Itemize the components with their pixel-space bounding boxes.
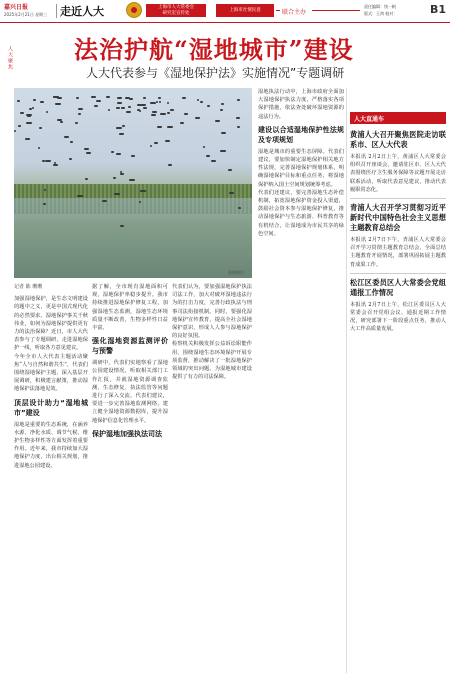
bird-shape	[228, 169, 233, 171]
news-separator	[350, 273, 446, 274]
bird-shape	[85, 178, 89, 180]
bird-shape	[27, 115, 31, 117]
bird-shape	[26, 122, 32, 124]
bird-shape	[46, 111, 48, 113]
bird-shape	[236, 117, 240, 119]
header-rule	[0, 22, 450, 23]
bird-shape	[32, 107, 34, 109]
bird-shape	[160, 113, 166, 115]
photo-water	[14, 198, 252, 278]
bird-shape	[96, 100, 102, 102]
bird-shape	[137, 104, 143, 106]
wetland-photo	[14, 88, 252, 278]
section-title: 走近人大	[60, 5, 104, 18]
bird-shape	[43, 203, 46, 205]
bird-shape	[180, 122, 183, 124]
bird-shape	[108, 109, 110, 111]
bird-shape	[207, 105, 211, 107]
news-title: 黄浦人大召开聚焦医院走访联系市、区人大代表	[350, 130, 446, 149]
bird-shape	[139, 110, 142, 112]
bird-shape	[237, 126, 240, 128]
bird-shape	[60, 121, 62, 123]
bird-shape	[111, 151, 114, 153]
page-number: B1	[430, 3, 447, 16]
bird-shape	[167, 126, 172, 128]
bird-shape	[116, 127, 122, 129]
bird-shape	[75, 122, 78, 124]
article-column-1	[14, 283, 88, 671]
news-section-title: 人大直通车	[354, 116, 385, 123]
news-title: 青浦人大召开学习贯彻习近平新时代中国特色社会主义思想主题教育总结会	[350, 203, 446, 233]
bird-shape	[197, 99, 199, 101]
bird-shape	[14, 130, 16, 132]
bird-shape	[57, 119, 62, 121]
column-divider	[346, 88, 347, 673]
news-body: 本报讯 2月7日上午，松江区委员区人大常委会召开党组会议，通报近期工作情况，研究部署下一阶段重点任务，推动人大工作高质量发展。	[350, 301, 446, 333]
bird-shape	[150, 145, 152, 147]
paragraph: 代表们认为，要加强湿地保护执法司法工作，加大对破坏湿地违法行为的打击力度，完善行政执法与刑事司法衔接机制。同时，要强化湿地保护宣传教育，提高全社会湿地保护意识，形成人人参与湿地保护的良好氛围。	[172, 284, 252, 340]
bird-shape	[114, 193, 119, 195]
article-column-2	[92, 283, 168, 671]
bird-shape	[184, 113, 189, 115]
article-column-4	[258, 88, 344, 671]
header-divider	[56, 4, 57, 18]
bird-shape	[140, 190, 145, 192]
bird-shape	[116, 107, 120, 109]
bird-shape	[113, 177, 115, 179]
layout-credit: 版式：王鸿 校对：	[364, 11, 398, 16]
bird-shape	[137, 109, 140, 111]
bird-shape	[131, 155, 136, 157]
photo-credit: 资料照片	[228, 270, 244, 275]
bird-shape	[25, 138, 30, 140]
bird-shape	[159, 101, 161, 103]
paragraph: 加强湿地保护，是生态文明建设的题中之义，更是中国式现代化的必然要求。湿地保护事关千秋伟业，如何为湿地保护提供更有力的法治保障？近日，市人大代表参与了专题调研，走进湿地保护一线，听取各方意见建议。	[14, 296, 88, 352]
bird-shape	[221, 132, 226, 134]
bird-shape	[33, 99, 36, 101]
bird-shape	[39, 127, 42, 129]
paragraph: 湿地是城市的重要生态屏障。代表们建议，要加快制定湿地保护相关地方性法规，完善湿地保护规划体系，明确湿地保护目标和重点任务，将湿地保护纳入国土空间规划统筹考虑。	[258, 148, 344, 188]
bird-shape	[143, 107, 147, 109]
bird-shape	[165, 140, 170, 142]
bird-shape	[64, 136, 69, 138]
paragraph: 湿地执法行动中，上海市政府全面加大湿地保护执法力度，严格落实各项保护措施，依法查处破坏湿地资源的违法行为。	[258, 89, 344, 120]
bird-shape	[125, 97, 130, 99]
newspaper-brand: 嘉兴日报	[4, 4, 29, 11]
bird-shape	[38, 147, 40, 149]
section-heading: 保护湿地加强执法司法	[92, 429, 162, 438]
bird-shape	[221, 103, 224, 105]
paragraph: 检察机关积极发挥公益诉讼职能作用，围绕湿地生态环境保护开展专项监督，推动解决了一批湿地保护领域的突出问题，为湿地城市建设提供了有力的司法保障。	[172, 341, 252, 381]
bird-shape	[117, 102, 123, 104]
bird-shape	[200, 101, 203, 103]
emblem-icon	[126, 2, 142, 18]
bird-shape	[167, 112, 170, 114]
news-body: 本报讯 2月2日上午，黄浦区人大常委会组织召开座谈会，邀请驻区市、区人大代表围绕医疗卫生服务保障等议题开展走访联系活动，听取代表意见建议，推动代表履职常态化。	[350, 154, 446, 193]
bird-shape	[154, 142, 159, 144]
bird-shape	[119, 133, 125, 135]
news-section-bar	[350, 112, 446, 124]
bird-shape	[168, 164, 173, 166]
article-column-3	[172, 283, 252, 671]
news-body: 本报讯 2月7日下午，青浦区人大常委会召开学习贯彻主题教育总结会，全面总结主题教育开展情况，部署巩固拓展主题教育成果工作。	[350, 237, 446, 268]
bird-shape	[121, 107, 124, 109]
side-tag: 人大聚焦	[7, 46, 13, 70]
bird-shape	[118, 153, 120, 155]
organizer-1-line1: 上海市人大常委会	[158, 5, 194, 10]
bird-shape	[195, 117, 200, 119]
subheadline: 人大代表参与《湿地保护法》实施情况”专题调研	[86, 66, 345, 80]
news-separator	[350, 198, 446, 199]
bird-shape	[120, 173, 124, 175]
bird-shape	[206, 155, 210, 157]
bird-shape	[20, 112, 25, 114]
bird-shape	[40, 101, 44, 103]
byline: 记者 陈 珊珊	[14, 284, 43, 290]
paragraph: 代表们还建议，要完善湿地生态补偿机制，拓宽湿地保护资金投入渠道，鼓励社会资本参与湿地保护修复，推动湿地保护与生态旅游、科普教育等有机结合，让湿地成为市民共享的绿色空间。	[258, 189, 344, 237]
bird-shape	[128, 106, 131, 108]
bird-shape	[17, 100, 20, 102]
organizer-badge-1	[146, 4, 206, 17]
bird-shape	[84, 148, 89, 150]
editor-credit: 责任编辑：钱一帆	[364, 4, 396, 9]
bird-shape	[76, 97, 79, 99]
join-rule-left	[276, 10, 280, 11]
news-title: 松江区委员区人大常委会党组通报工作情况	[350, 277, 446, 297]
bird-shape	[215, 120, 220, 122]
paragraph: 据了解，全市现有湿地面积可观，湿地保护率稳步提升。我市持续推进湿地保护修复工程，加强湿地生态监测，湿地生态环境质量不断改善，生物多样性日益丰富。	[92, 284, 168, 332]
bird-shape	[211, 160, 217, 162]
bird-shape	[157, 126, 162, 128]
bird-shape	[220, 109, 223, 111]
bird-shape	[220, 150, 226, 152]
bird-shape	[120, 171, 122, 173]
issue-date: 2025年2月21日 星期三	[4, 12, 48, 17]
bird-shape	[117, 97, 122, 99]
bird-shape	[152, 111, 157, 113]
bird-shape	[126, 111, 130, 113]
organizer-badge-2: 上海市社情民意	[216, 4, 274, 17]
bird-shape	[78, 108, 83, 110]
bird-shape	[143, 97, 146, 99]
section-heading: 建设以合适湿地保护性法规及专项规划	[258, 125, 344, 144]
bird-shape	[120, 225, 124, 227]
bird-shape	[167, 102, 170, 104]
bird-shape	[170, 109, 174, 111]
section-heading: 强化湿地资源监测评价与预警	[92, 337, 168, 356]
bird-shape	[106, 96, 110, 98]
masthead	[0, 0, 450, 22]
bird-shape	[237, 99, 241, 101]
headline: 法治护航“湿地城市”建设	[74, 35, 354, 64]
bird-shape	[45, 160, 51, 162]
paragraph: 今年全市人大代表主题活动聚焦“人与自然和谐共生”，代表们围绕湿地保护主题，深入基层开展调研，积极建言献策，推动湿地保护法落地见效。	[14, 353, 88, 393]
bird-shape	[77, 195, 83, 197]
bird-shape	[44, 189, 46, 191]
section-heading: 顶层设计助力“湿地城市”建设	[14, 398, 88, 417]
news-column	[350, 128, 446, 673]
join-rule-right	[312, 10, 360, 11]
bird-shape	[122, 125, 125, 127]
co-host-label: 联合主办	[282, 9, 307, 16]
bird-shape	[78, 113, 81, 115]
bird-shape	[158, 97, 161, 99]
paragraph: 湿地是重要的生态系统，在涵养水源、净化水质、调节气候、维护生物多样性等方面发挥着重要作用。近年来，我市持续加大湿地保护力度，出台相关规划，推进湿地公园建设。	[14, 421, 88, 469]
bird-shape	[129, 179, 135, 181]
bird-shape	[70, 141, 73, 143]
bird-shape	[53, 164, 57, 166]
bird-shape	[69, 158, 72, 160]
bird-shape	[86, 152, 90, 154]
bird-shape	[182, 97, 186, 99]
bird-shape	[94, 105, 98, 107]
paragraph: 调研中，代表们实地察看了湿地公园建设情况，听取相关部门工作汇报，并就湿地资源调查监测、生态修复、执法监管等问题进行了深入交流。代表们建议，要进一步完善湿地监测网络，建立健全湿地资源数据库，提升湿地保护信息化管理水平。	[92, 360, 168, 424]
bird-shape	[55, 103, 61, 105]
bird-shape	[151, 114, 156, 116]
bird-shape	[203, 146, 205, 148]
bird-shape	[156, 101, 159, 103]
bird-shape	[91, 96, 96, 98]
organizer-1-line2: 研究室宣传处	[162, 11, 190, 16]
bird-shape	[150, 102, 156, 104]
bird-shape	[18, 125, 20, 127]
